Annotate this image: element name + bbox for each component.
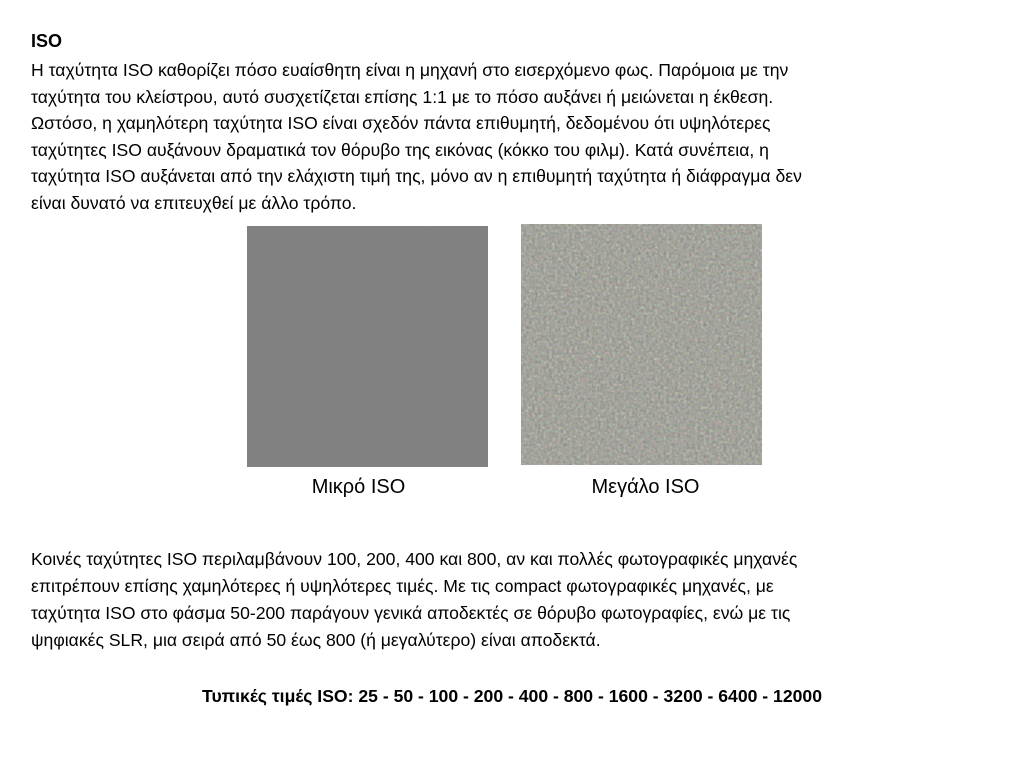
- intro-line: Ωστόσο, η χαμηλότερη ταχύτητα ISO είναι σχεδόν πάντα επιθυμητή, δεδομένου ότι υψηλότερες: [31, 113, 771, 133]
- high-iso-sample-image: [521, 224, 762, 465]
- low-iso-caption: Μικρό ISO: [311, 476, 406, 498]
- high-iso-caption: Μεγάλο ISO: [591, 476, 700, 498]
- intro-line: ταχύτητα ISO αυξάνεται από την ελάχιστη τιμή της, μόνο αν η επιθυμητή ταχύτητα ή διάφραγμα δεν: [31, 166, 802, 186]
- intro-line: ταχύτητες ISO αυξάνουν δραματικά τον θόρυβο της εικόνας (κόκκο του φιλμ). Κατά συνέπεια, η: [31, 139, 769, 160]
- intro-line: είναι δυνατό να επιτευχθεί με άλλο τρόπο.: [31, 192, 357, 213]
- details-line: ταχύτητα ISO στο φάσμα 50-200 παράγουν γενικά αποδεκτές σε θόρυβο φωτογραφίες, ενώ με τις: [31, 603, 791, 623]
- details-line: επιτρέπουν επίσης χαμηλότερες ή υψηλότερες τιμές. Με τις compact φωτογραφικές μηχανές, με: [31, 576, 774, 596]
- details-line: ψηφιακές SLR, μια σειρά από 50 έως 800 (ή μεγαλύτερο) είναι αποδεκτά.: [31, 630, 601, 650]
- intro-line: Η ταχύτητα ISO καθορίζει πόσο ευαίσθητη είναι η μηχανή στο εισερχόμενο φως. Παρόμοια με την: [31, 60, 789, 80]
- details-line: Κοινές ταχύτητες ISO περιλαμβάνουν 100, 200, 400 και 800, αν και πολλές φωτογραφικές μηχανές: [31, 549, 798, 569]
- intro-paragraph: [31, 57, 991, 216]
- details-paragraph: [31, 546, 991, 654]
- low-iso-sample-image: [247, 226, 488, 467]
- typical-iso-values: Τυπικές τιμές ISO: 25 - 50 - 100 - 200 - 400 - 800 - 1600 - 3200 - 6400 - 12000: [202, 686, 822, 706]
- section-heading: ISO: [31, 31, 63, 51]
- intro-line: ταχύτητα του κλείστρου, αυτό συσχετίζεται επίσης 1:1 με το πόσο αυξάνει ή μειώνεται η έκθεση.: [31, 86, 774, 107]
